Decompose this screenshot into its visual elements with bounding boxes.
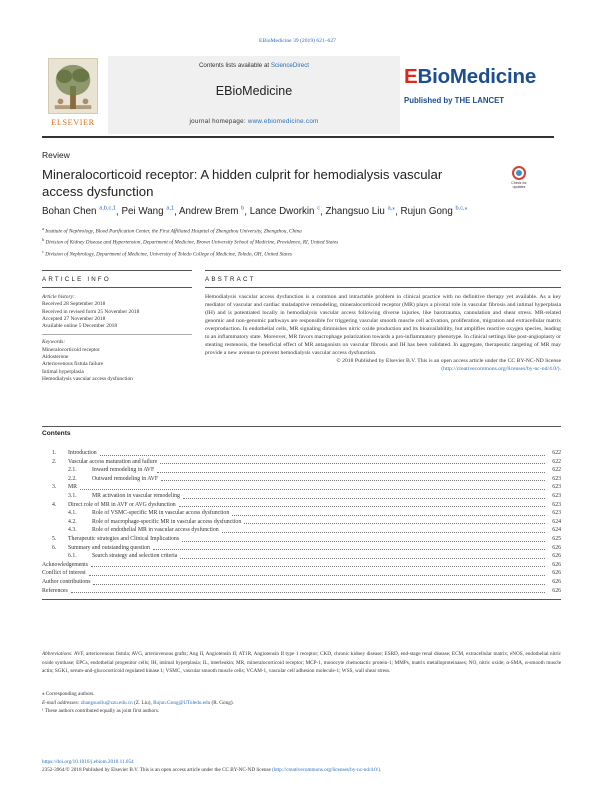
keywords-label: Keywords: xyxy=(42,339,66,346)
abstract-heading: ABSTRACT xyxy=(205,276,256,283)
toc-label: Direct role of MR in AVF or AVG dysfunction xyxy=(68,501,176,508)
info-heading-divider xyxy=(42,287,192,288)
email-link-gong[interactable]: Rujun.Gong@UToledo.edu xyxy=(153,699,211,706)
author[interactable] xyxy=(250,206,320,217)
toc-page-number: 623 xyxy=(552,492,561,499)
affiliation-text: Division of Nephrology, Department of Medicine, University of Toledo College of Medicine, Toledo, OH, United States xyxy=(45,251,292,258)
toc-entry[interactable] xyxy=(42,518,561,527)
brand-wordmark xyxy=(404,65,536,89)
article-info-heading: ARTICLE INFO xyxy=(42,276,111,283)
email-link-liu[interactable]: zhangsuoliu@zzu.edu.cn xyxy=(80,699,133,706)
toc-leader-dots xyxy=(180,558,545,559)
author-affiliation-marker[interactable]: b xyxy=(241,206,245,212)
affiliation xyxy=(42,236,554,247)
toc-page-number: 626 xyxy=(552,544,561,551)
author[interactable] xyxy=(325,206,395,217)
license-line: © 2018 Published by Elsevier B.V. This is an open access article under the CC BY-NC-ND license xyxy=(336,357,561,364)
journal-homepage-line xyxy=(108,118,400,125)
abstract-heading-divider xyxy=(205,287,561,288)
email-note xyxy=(42,699,561,708)
brand-subtitle: Published by THE LANCET xyxy=(404,96,505,105)
abstract-text: Hemodialysis vascular access dysfunction is a common and intractable problem in clinical practice with no definitive therapy yet available. As a key mediator of vascular and cardiac maladaptive remodeling, mineralocorticoid receptor (MR) plays a pivotal role in vascular fibrosis and intimal hyperplasia (IH) and is potentiated locally in hemodialysis vascular access following diverse injuries, like barotrauma, cannulation and shear stress. MR-related genomic and non-genomic pathways are responsible for triggering vascular smooth muscle cell activation, proliferation, migration and extracellular matrix overproduction. In endothelial cells, MR signaling diminishes nitric oxide production and its bioavailability, but amplifies reactive oxygen species, leading to an inflammatory state. Moreover, MR favors macrophage polarization towards a pro-inflammatory phenotype. In clinical settings like post-angioplasty or stenting restenosis, the beneficial effect of MR antagonists on vascular fibrosis and IH has been validated. In aggregate, therapeutic targeting of MR may provide a new avenue to prevent hemodialysis vascular access dysfunction. xyxy=(205,294,561,356)
contents-prefix: Contents lists available at xyxy=(198,62,271,69)
toc-leader-dots xyxy=(153,549,545,550)
toc-entry[interactable] xyxy=(42,475,561,484)
doi-link[interactable]: https://doi.org/10.1016/j.ebiom.2018.11.054 xyxy=(42,759,134,765)
author-name: Andrew Brem xyxy=(179,206,239,218)
toc-label: MR xyxy=(68,484,78,491)
toc-label: Therapeutic strategies and Clinical Implications xyxy=(68,535,180,542)
toc-number: 2.1. xyxy=(68,467,77,474)
author[interactable] xyxy=(401,206,468,217)
affiliation-text: Division of Kidney Disease and Hypertension, Department of Medicine, Brown University School of Medicine, Providence, RI, United States xyxy=(45,240,339,247)
author[interactable] xyxy=(42,206,116,217)
brand-wordmark-rest: BioMedicine xyxy=(417,65,537,88)
elsevier-wordmark: ELSEVIER xyxy=(51,118,95,127)
toc-label: Role of macrophage-specific MR in vascular access dysfunction xyxy=(92,518,242,525)
crossmark-center-icon xyxy=(516,170,522,176)
toc-page-number: 626 xyxy=(552,553,561,560)
abstract-license xyxy=(205,358,561,374)
elsevier-tree-icon xyxy=(48,58,98,114)
sciencedirect-link[interactable]: ScienceDirect xyxy=(270,62,310,69)
toc-leader-dots xyxy=(89,575,545,576)
keyword: Mineralocorticoid receptor xyxy=(42,346,100,353)
toc-page-number: 623 xyxy=(552,475,561,482)
author-notes xyxy=(42,690,561,716)
toc-page-number: 626 xyxy=(552,561,561,568)
toc-page-number: 626 xyxy=(552,578,561,585)
toc-entry[interactable] xyxy=(42,569,561,578)
toc-label: Acknowledgements xyxy=(42,561,89,568)
toc-label: Outward remodeling in AVF xyxy=(92,475,159,482)
article-section-label: Review xyxy=(42,150,70,160)
toc-label: MR activation in vascular remodeling xyxy=(92,492,180,499)
history-item: Available online 5 December 2018 xyxy=(42,323,118,330)
crossmark-label: Check for updates xyxy=(511,181,527,190)
author-name: Zhangsuo Liu xyxy=(325,206,385,218)
toc-label: Vascular access maturation and failure xyxy=(68,458,158,465)
journal-header xyxy=(42,56,554,134)
equal-contribution-note: ¹ These authors contributed equally as joint first authors. xyxy=(42,708,160,715)
history-item: Accepted 27 November 2018 xyxy=(42,315,106,322)
keyword: Hemodialysis vascular access dysfunction xyxy=(42,375,133,382)
abstract-top-divider xyxy=(205,270,561,271)
toc-leader-dots xyxy=(160,463,545,464)
author-name: Lance Dworkin xyxy=(249,206,315,218)
toc-label: Introduction xyxy=(68,450,97,456)
toc-leader-dots xyxy=(244,523,545,524)
toc-leader-dots xyxy=(161,480,545,481)
abbreviations-text: AVF, arteriovenous fistula; AVG, arteriovenous grafts; Ang II, Angiotensin II; AT1R, Angiotensin II type 1 receptor; CKD, chronic kidney disease; ESRD, end-stage renal disease; ECM, extracellular matrix; eNOS, endothelial nitric oxide synthase; EPCs, endothelial progenitor cells; IH, intimal hyperplasia; IL, interleukin; MR, mineralocorticoid receptor; MCP-1, monocyte chemotactic protein-1; MMPs, matrix metalloproteinases; NO, nitric oxide; α-SMA, α-smooth muscle actin; SGK1, serum-and-glucocorticoid regulated kinase 1; VSMC, vascular smooth muscle cells; VCAM-1, vascular cell adhesion molecule-1; WSS, wall shear stress. xyxy=(42,651,562,675)
toc-entry[interactable] xyxy=(42,552,561,561)
keywords xyxy=(42,339,192,383)
crossmark-badge[interactable] xyxy=(508,166,530,194)
article-info xyxy=(42,294,192,383)
email-name-liu: (Z. Liu), xyxy=(134,699,152,706)
toc-page-number: 624 xyxy=(552,518,561,525)
toc-page-number: 623 xyxy=(552,484,561,491)
toc-number: 4.2. xyxy=(68,518,77,525)
toc-entry[interactable] xyxy=(42,561,561,570)
contents-list xyxy=(42,449,561,595)
author[interactable] xyxy=(121,206,174,217)
toc-entry[interactable] xyxy=(42,483,561,492)
email-label: E-mail addresses: xyxy=(42,699,80,706)
abstract-body xyxy=(205,294,561,374)
toc-leader-dots xyxy=(183,498,545,499)
toc-leader-dots xyxy=(100,455,545,456)
contents-title: Contents xyxy=(42,426,561,449)
abbreviations-label: Abbreviations: xyxy=(42,651,73,657)
footer-copyright xyxy=(42,766,561,774)
abbreviations xyxy=(42,650,561,676)
footer-license-link[interactable]: (http://creativecommons.org/licenses/by-nc-nd/4.0/). xyxy=(272,767,382,774)
toc-page-number: 622 xyxy=(552,458,561,465)
affiliation-text: Institute of Nephrology, Blood Purification Center, the First Affiliated Hospital of Zhengzhou University, Zhengzhou, China xyxy=(45,228,302,235)
journal-masthead xyxy=(108,56,400,134)
toc-leader-dots xyxy=(80,489,545,490)
toc-entry[interactable] xyxy=(42,501,561,510)
toc-number: 4.1. xyxy=(68,510,77,517)
toc-label: References xyxy=(42,587,68,594)
keyword: Aldosterone xyxy=(42,354,69,361)
keyword: Intimal hyperplasia xyxy=(42,368,84,375)
author-affiliation-marker[interactable]: b,c,⁎ xyxy=(455,206,468,212)
author-name: Bohan Chen xyxy=(42,206,97,218)
toc-entry[interactable] xyxy=(42,544,561,553)
toc-entry[interactable] xyxy=(42,449,561,458)
toc-leader-dots xyxy=(91,566,545,567)
toc-page-number: 626 xyxy=(552,587,561,594)
brand-wordmark-e: E xyxy=(404,65,418,88)
toc-page-number: 626 xyxy=(552,570,561,577)
toc-number: 6. xyxy=(52,544,57,551)
toc-label: Author contributions xyxy=(42,578,91,585)
toc-leader-dots xyxy=(157,472,545,473)
keyword: Arteriovenous fistula failure xyxy=(42,361,104,368)
toc-label: Role of endothelial MR in vascular access dysfunction xyxy=(92,527,219,534)
affiliation-marker: b xyxy=(42,237,45,243)
author-affiliation-marker[interactable]: a,b,c,1 xyxy=(99,206,117,212)
article-title: Mineralocorticoid receptor: A hidden culprit for hemodialysis vascular access dysfunction xyxy=(42,167,443,199)
toc-number: 3. xyxy=(52,484,57,491)
toc-page-number: 622 xyxy=(552,450,561,456)
affiliation-list xyxy=(42,225,554,259)
toc-entry[interactable] xyxy=(42,492,561,501)
corresponding-note: ⁎ Corresponding authors. xyxy=(42,691,95,697)
affiliation-marker: c xyxy=(42,248,44,254)
affiliation-marker: a xyxy=(42,226,44,231)
header-divider xyxy=(42,136,554,138)
toc-label: Role of VSMC-specific MR in vascular access dysfunction xyxy=(92,510,230,517)
toc-page-number: 624 xyxy=(552,527,561,534)
toc-label: Inward remodeling in AVF xyxy=(92,467,155,474)
table-of-contents xyxy=(42,426,561,600)
toc-leader-dots xyxy=(222,532,545,533)
toc-entry[interactable] xyxy=(42,535,561,544)
toc-page-number: 622 xyxy=(552,467,561,474)
toc-page-number: 623 xyxy=(552,501,561,508)
journal-reference-link[interactable]: EBioMedicine 39 (2019) 621–627 xyxy=(259,38,336,44)
author[interactable] xyxy=(179,206,244,217)
info-top-divider xyxy=(42,270,192,271)
toc-entry[interactable] xyxy=(42,587,561,596)
toc-number: 6.1. xyxy=(68,553,77,560)
toc-leader-dots xyxy=(179,506,545,507)
toc-number: 4. xyxy=(52,501,57,508)
history-label: Article history: xyxy=(42,294,75,300)
toc-entry[interactable] xyxy=(42,509,561,518)
toc-page-number: 623 xyxy=(552,510,561,517)
author-affiliation-marker[interactable]: a,1 xyxy=(166,206,175,212)
toc-entry[interactable] xyxy=(42,458,561,467)
toc-entry[interactable] xyxy=(42,466,561,475)
toc-number: 5. xyxy=(52,535,57,542)
affiliation xyxy=(42,225,554,236)
history-item: Received in revised form 25 November 2018 xyxy=(42,308,140,315)
article-history xyxy=(42,294,192,335)
toc-number: 3.1. xyxy=(68,492,77,499)
toc-leader-dots xyxy=(232,515,545,516)
homepage-prefix: journal homepage: xyxy=(189,118,248,125)
author-list: Bohan Chen $^{a,b,c,1}$, Pei Wang $^{a,1}$, Andrew Brem $^b$, Lance Dworkin $^c$, Zhangsuo Liu $^{a,⁎}$, Rujun Gong $^{b,c,⁎}$ xyxy=(42,206,468,218)
toc-number: 2. xyxy=(52,458,57,465)
history-item: Received 28 September 2018 xyxy=(42,301,106,308)
toc-label: Summary and outstanding question xyxy=(68,544,150,551)
toc-leader-dots xyxy=(71,592,545,593)
toc-number: 4.3. xyxy=(68,527,77,534)
license-link[interactable]: (http://creativecommons.org/licenses/by-nc-nd/4.0/). xyxy=(441,365,561,372)
copyright-text: 2352-3964/© 2018 Published by Elsevier B.V. This is an open access article under the CC BY-NC-ND license xyxy=(42,767,271,774)
toc-entry[interactable] xyxy=(42,526,561,535)
toc-number: 2.2. xyxy=(68,475,77,482)
journal-name: EBioMedicine xyxy=(215,84,293,98)
ebiomedicine-brand-logo[interactable] xyxy=(404,56,554,134)
toc-leader-dots xyxy=(93,584,545,585)
author-name: Pei Wang xyxy=(121,206,164,218)
page-footer xyxy=(42,758,561,774)
affiliation xyxy=(42,248,554,259)
toc-number: 1. xyxy=(52,450,57,456)
contents-bottom-divider xyxy=(42,599,561,600)
homepage-link[interactable]: www.ebiomedicine.com xyxy=(247,118,319,125)
toc-entry[interactable] xyxy=(42,578,561,587)
author-affiliation-marker[interactable]: a,⁎ xyxy=(387,206,396,212)
author-name: Rujun Gong xyxy=(400,206,453,218)
email-name-gong: (R. Gong). xyxy=(211,699,234,706)
toc-page-number: 625 xyxy=(552,535,561,542)
toc-label: Search strategy and selection criteria xyxy=(92,553,178,560)
toc-label: Conflict of interest xyxy=(42,570,86,577)
elsevier-logo[interactable] xyxy=(42,56,104,134)
contents-lists-line xyxy=(108,62,400,69)
toc-leader-dots xyxy=(182,541,545,542)
author-affiliation-marker[interactable]: c xyxy=(317,206,321,212)
